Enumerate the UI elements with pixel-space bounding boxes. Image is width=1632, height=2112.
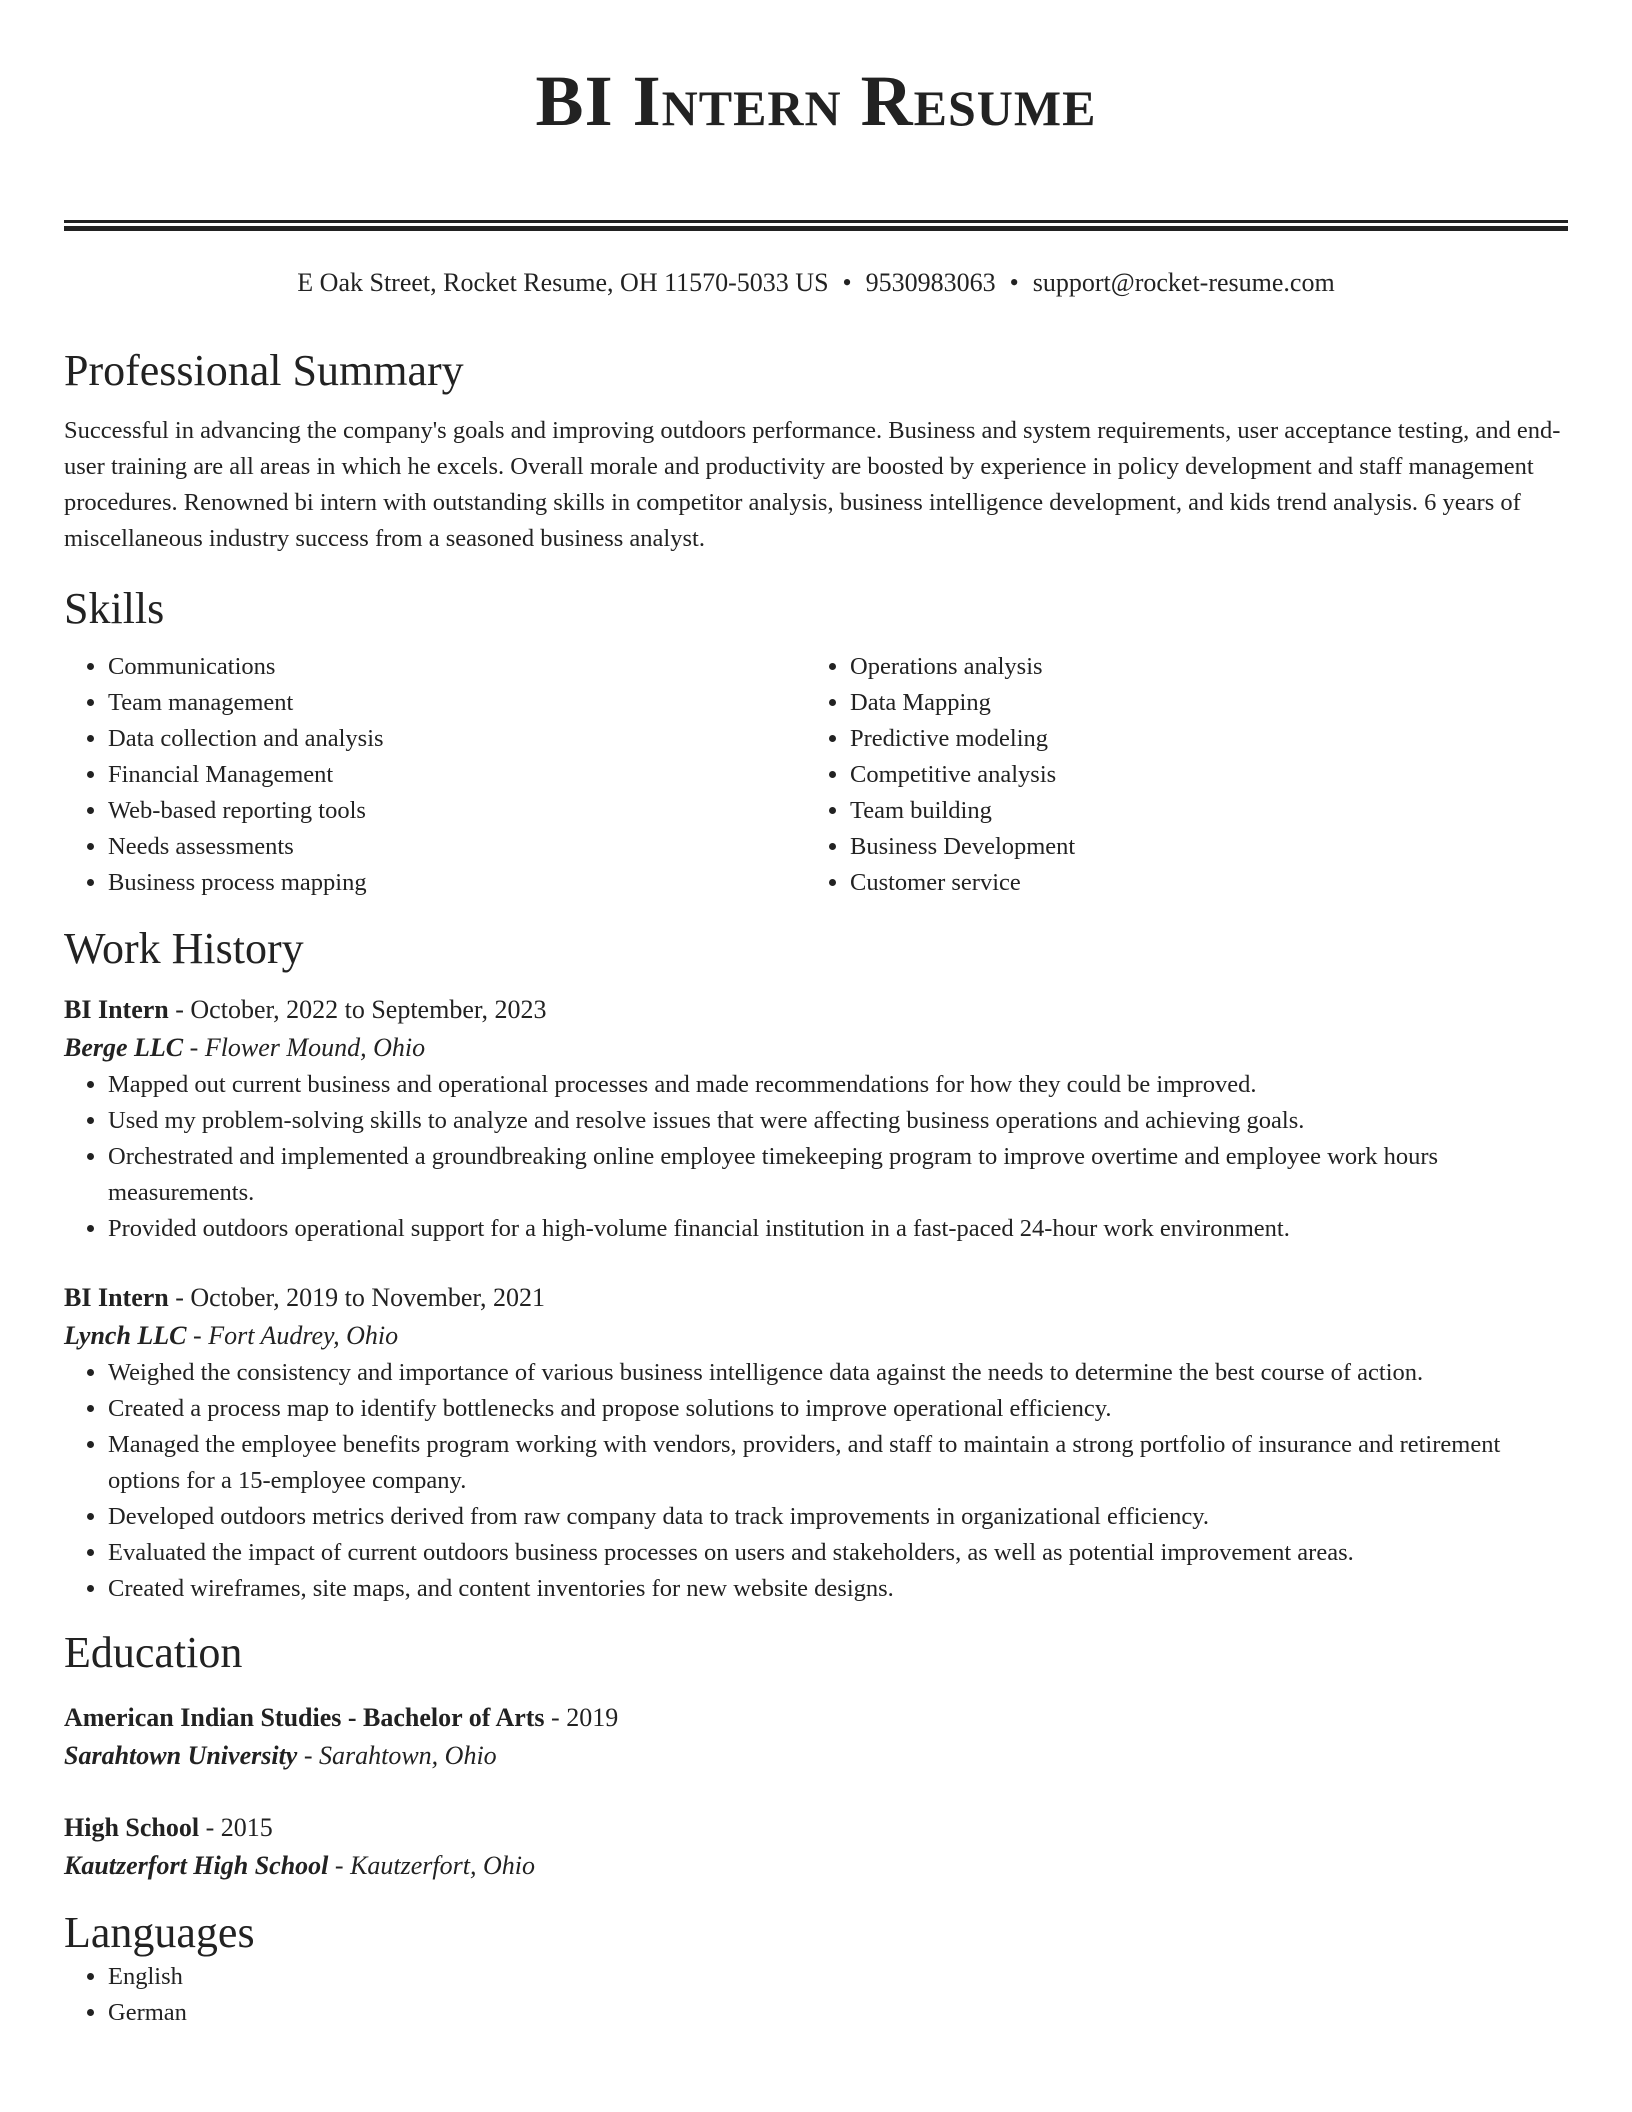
education-degree-line [64, 1809, 1568, 1847]
job-location: - Flower Mound, Ohio [183, 1033, 426, 1062]
skill-item: • Business process mapping [108, 865, 806, 901]
education-degree-line [64, 1699, 1568, 1737]
job-bullet: • Used my problem-solving skills to analyze and resolve issues that were affecting business operations and achieving goals. [108, 1103, 1568, 1139]
job-bullet: • Weighed the consistency and importance of various business intelligence data against the needs to determine the best course of action. [108, 1355, 1568, 1391]
education-entry [64, 1809, 1568, 1885]
summary-heading: Professional Summary [64, 346, 464, 395]
resume-title: BI Intern Resume [535, 61, 1097, 141]
education-location: - Sarahtown, Ohio [297, 1741, 497, 1770]
education-school-line [64, 1847, 1568, 1885]
education-entry [64, 1699, 1568, 1775]
skills-columns [64, 649, 1568, 901]
job-title: BI Intern [64, 1283, 169, 1312]
contact-separator: • [842, 268, 852, 297]
summary-text: Successful in advancing the company's goals and improving outdoors performance. Business and system requirements, user acceptance testing, and end-user training are all areas in which he excels. Overall morale and productivity are boosted by experience in policy development and staff management procedures. Renowned bi intern with outstanding skills in competitor analysis, business intelligence development, and kids trend analysis. 6 years of miscellaneous industry success from a seasoned business analyst. [64, 417, 1561, 552]
job-company-line [64, 1317, 1568, 1355]
education-school: Sarahtown University [64, 1741, 298, 1770]
skill-item: • Customer service [850, 865, 1560, 901]
language-item: • German [108, 1995, 1568, 2031]
skill-item: • Business Development [850, 829, 1560, 865]
education-location: - Kautzerfort, Ohio [328, 1851, 535, 1880]
job-entry [64, 991, 1568, 1247]
contact-address: E Oak Street, Rocket Resume, OH 11570-5033 US [297, 268, 829, 297]
job-bullet: • Managed the employee benefits program working with vendors, providers, and staff to maintain a strong portfolio of insurance and retirement options for a 15-employee company. [108, 1427, 1568, 1499]
education-year: - 2019 [544, 1703, 619, 1732]
skills-list-right [806, 649, 1560, 901]
contact-phone: 9530983063 [865, 268, 996, 297]
job-bullets [64, 1355, 1568, 1607]
job-bullet: • Created a process map to identify bottlenecks and propose solutions to improve operational efficiency. [108, 1391, 1568, 1427]
skill-item: • Communications [108, 649, 806, 685]
work-history-heading: Work History [64, 924, 304, 973]
skill-item: • Financial Management [108, 757, 806, 793]
job-location: - Fort Audrey, Ohio [186, 1321, 399, 1350]
languages-heading: Languages [64, 1908, 255, 1957]
job-company-line [64, 1029, 1568, 1067]
job-bullet: • Orchestrated and implemented a groundbreaking online employee timekeeping program to improve overtime and employee work hours measurements. [108, 1139, 1568, 1211]
skill-item: • Team building [850, 793, 1560, 829]
education-school: Kautzerfort High School [64, 1851, 329, 1880]
job-bullet: • Developed outdoors metrics derived from raw company data to track improvements in organizational efficiency. [108, 1499, 1568, 1535]
contact-line [64, 265, 1568, 301]
contact-email: support@rocket-resume.com [1032, 268, 1335, 297]
education-degree: American Indian Studies - Bachelor of Arts [64, 1703, 545, 1732]
education-school-line [64, 1737, 1568, 1775]
job-title-line [64, 991, 1568, 1029]
skill-item: • Web-based reporting tools [108, 793, 806, 829]
job-company: Berge LLC [64, 1033, 184, 1062]
education-heading: Education [64, 1628, 243, 1677]
skill-item: • Team management [108, 685, 806, 721]
job-bullet: • Evaluated the impact of current outdoors business processes on users and stakeholders, as well as potential improvement areas. [108, 1535, 1568, 1571]
skill-item: • Competitive analysis [850, 757, 1560, 793]
job-bullet: • Mapped out current business and operational processes and made recommendations for how they could be improved. [108, 1067, 1568, 1103]
skill-item: • Data Mapping [850, 685, 1560, 721]
languages-list [64, 1959, 1568, 2031]
job-dates: - October, 2022 to September, 2023 [168, 995, 547, 1024]
skill-item: • Needs assessments [108, 829, 806, 865]
skills-list-left [64, 649, 806, 901]
skills-heading: Skills [64, 584, 165, 633]
skill-item: • Operations analysis [850, 649, 1560, 685]
job-dates: - October, 2019 to November, 2021 [168, 1283, 546, 1312]
job-bullets [64, 1067, 1568, 1247]
job-bullet: • Provided outdoors operational support for a high-volume financial institution in a fast-paced 24-hour work environment. [108, 1211, 1568, 1247]
education-degree: High School [64, 1813, 200, 1842]
job-entry [64, 1279, 1568, 1607]
education-year: - 2015 [199, 1813, 273, 1842]
job-company: Lynch LLC [64, 1321, 187, 1350]
language-item: • English [108, 1959, 1568, 1995]
job-bullet: • Created wireframes, site maps, and content inventories for new website designs. [108, 1571, 1568, 1607]
contact-separator: • [1009, 268, 1019, 297]
title-divider [64, 220, 1568, 231]
skill-item: • Predictive modeling [850, 721, 1560, 757]
job-title: BI Intern [64, 995, 169, 1024]
job-title-line [64, 1279, 1568, 1317]
skill-item: • Data collection and analysis [108, 721, 806, 757]
